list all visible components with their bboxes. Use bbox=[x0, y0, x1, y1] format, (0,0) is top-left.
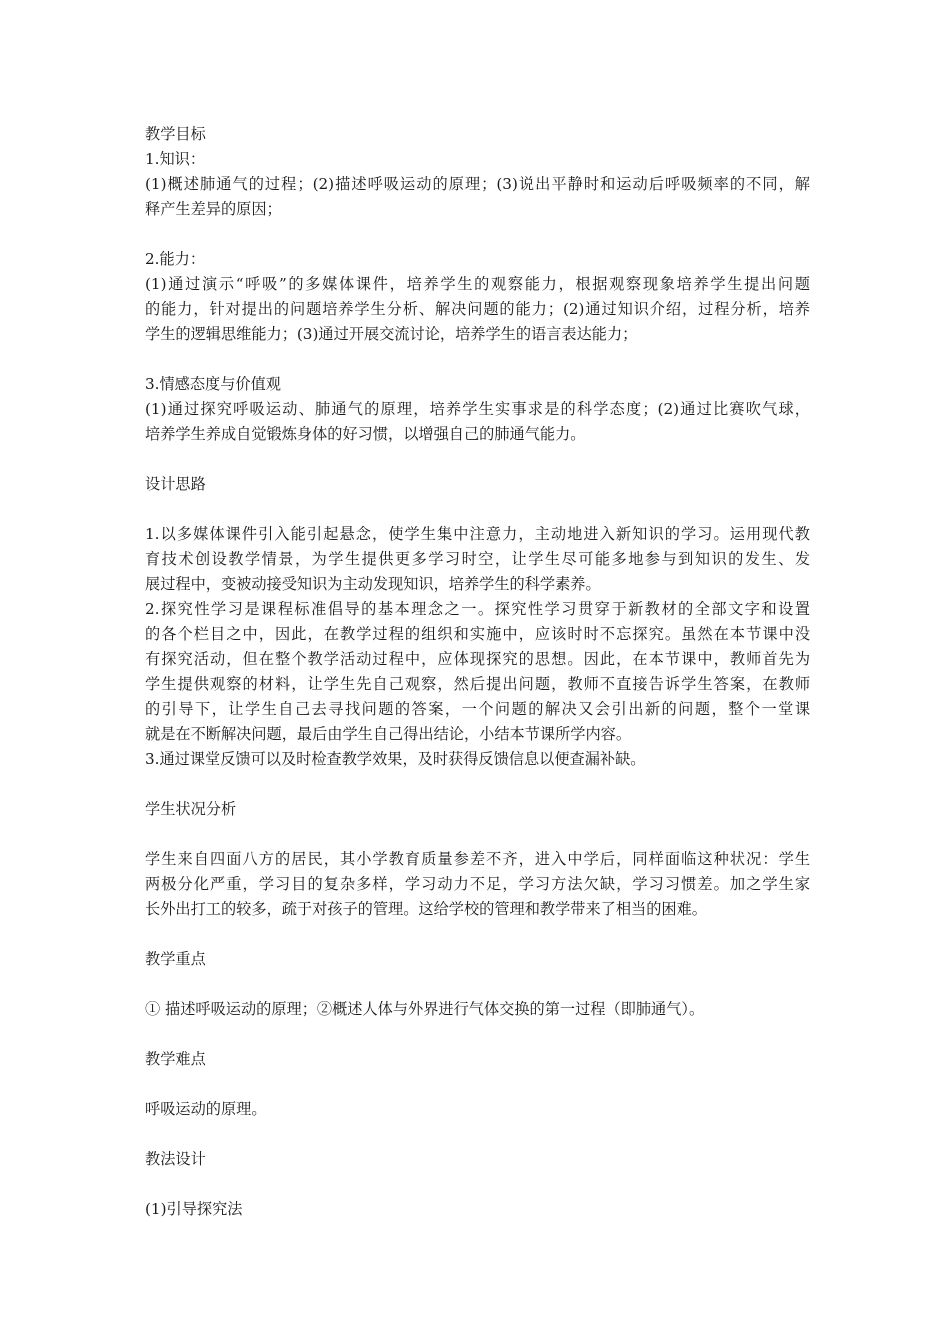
paragraph-line: 3.通过课堂反馈可以及时检查教学效果，及时获得反馈信息以便查漏补缺。 bbox=[145, 750, 646, 768]
paragraph-line: 1.以多媒体课件引入能引起悬念，使学生集中注意力，主动地进入新知识的学习。运用现代教 bbox=[145, 525, 810, 543]
paragraph-line: (1)通过演示“呼吸”的多媒体课件，培养学生的观察能力，根据观察现象培养学生提出问题 bbox=[145, 275, 810, 293]
paragraph-gap bbox=[145, 822, 810, 847]
section-heading-design: 设计思路 bbox=[145, 475, 206, 493]
paragraph-line: 两极分化严重，学习目的复杂多样，学习动力不足，学习方法欠缺，学习习惯差。加之学生家 bbox=[145, 875, 810, 893]
paragraph-gap bbox=[145, 1172, 810, 1197]
subheading-ability: 2.能力： bbox=[145, 250, 206, 268]
section-heading-goals: 教学目标 bbox=[145, 125, 206, 143]
paragraph-gap bbox=[145, 447, 810, 472]
paragraph-gap bbox=[145, 922, 810, 947]
paragraph-line: 长外出打工的较多，疏于对孩子的管理。这给学校的管理和教学带来了相当的困难。 bbox=[145, 900, 707, 918]
paragraph-line: 展过程中，变被动接受知识为主动发现知识，培养学生的科学素养。 bbox=[145, 575, 601, 593]
paragraph-line: 学生提供观察的材料，让学生先自己观察，然后提出问题，教师不直接告诉学生答案，在教师 bbox=[145, 675, 810, 693]
paragraph-line: ① 描述呼吸运动的原理；②概述人体与外界进行气体交换的第一过程（即肺通气）。 bbox=[145, 1000, 705, 1018]
paragraph-line: 呼吸运动的原理。 bbox=[145, 1100, 267, 1118]
paragraph-gap bbox=[145, 222, 810, 247]
paragraph-gap bbox=[145, 1122, 810, 1147]
section-heading-keypoints: 教学重点 bbox=[145, 950, 206, 968]
paragraph-line: 学生的逻辑思维能力；(3)通过开展交流讨论，培养学生的语言表达能力； bbox=[145, 325, 638, 343]
section-heading-difficulty: 教学难点 bbox=[145, 1050, 206, 1068]
paragraph-gap bbox=[145, 1022, 810, 1047]
paragraph-line: 2.探究性学习是课程标准倡导的基本理念之一。探究性学习贯穿于新教材的全部文字和设置 bbox=[145, 600, 810, 618]
paragraph-line: 的引导下，让学生自己去寻找问题的答案，一个问题的解决又会引出新的问题，整个一堂课 bbox=[145, 700, 810, 718]
paragraph-gap bbox=[145, 972, 810, 997]
paragraph-line: (1)引导探究法 bbox=[145, 1200, 243, 1218]
paragraph-line: 释产生差异的原因； bbox=[145, 200, 282, 218]
document-page bbox=[145, 122, 810, 1222]
paragraph-line: 学生来自四面八方的居民，其小学教育质量参差不齐，进入中学后，同样面临这种状况：学生 bbox=[145, 850, 810, 868]
paragraph-gap bbox=[145, 347, 810, 372]
paragraph-line: (1)概述肺通气的过程；(2)描述呼吸运动的原理；(3)说出平静时和运动后呼吸频率的不同，解 bbox=[145, 175, 810, 193]
paragraph-line: 育技术创设教学情景，为学生提供更多学习时空，让学生尽可能多地参与到知识的发生、发 bbox=[145, 550, 810, 568]
paragraph-line: 培养学生养成自觉锻炼身体的好习惯，以增强自己的肺通气能力。 bbox=[145, 425, 586, 443]
paragraph-gap bbox=[145, 497, 810, 522]
section-heading-students: 学生状况分析 bbox=[145, 800, 237, 818]
paragraph-gap bbox=[145, 1072, 810, 1097]
paragraph-gap bbox=[145, 772, 810, 797]
paragraph-line: 就是在不断解决问题，最后由学生自己得出结论，小结本节课所学内容。 bbox=[145, 725, 631, 743]
paragraph-line: (1)通过探究呼吸运动、肺通气的原理，培养学生实事求是的科学态度；(2)通过比赛吹气球， bbox=[145, 400, 810, 418]
subheading-knowledge: 1.知识： bbox=[145, 150, 206, 168]
subheading-emotion: 3.情感态度与价值观 bbox=[145, 375, 281, 393]
paragraph-line: 的能力，针对提出的问题培养学生分析、解决问题的能力；(2)通过知识介绍，过程分析，培养 bbox=[145, 300, 810, 318]
paragraph-line: 有探究活动，但在整个教学活动过程中，应体现探究的思想。因此，在本节课中，教师首先为 bbox=[145, 650, 810, 668]
section-heading-method: 教法设计 bbox=[145, 1150, 206, 1168]
paragraph-line: 的各个栏目之中，因此，在教学过程的组织和实施中，应该时时不忘探究。虽然在本节课中没 bbox=[145, 625, 810, 643]
